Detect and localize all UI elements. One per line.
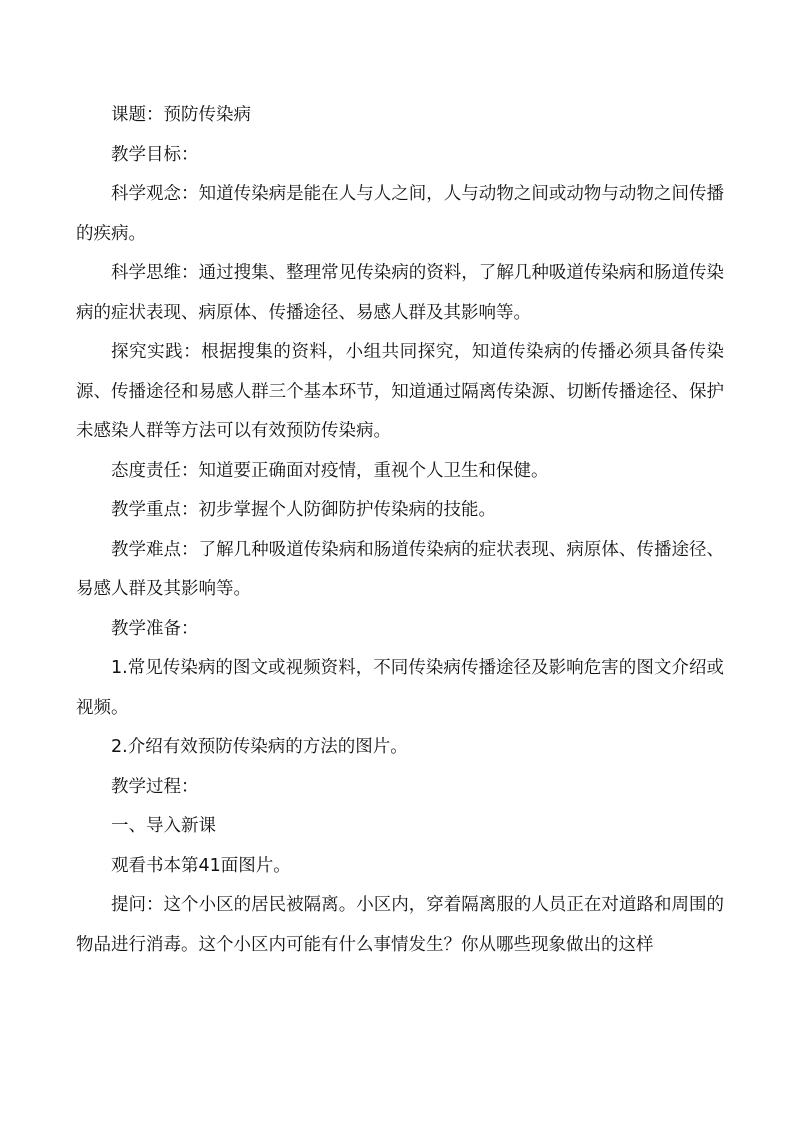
teaching-difficulty: 教学难点：了解几种吸道传染病和肠道传染病的症状表现、病原体、传播途径、易感人群及其影响等。 (76, 539, 724, 599)
objective-attitude-responsibility: 态度责任：知道要正确面对疫情，重视个人卫生和保健。 (111, 460, 549, 481)
question-paragraph: 提问：这个小区的居民被隔离。小区内，穿着隔离服的人员正在对道路和周围的物品进行消毒。这个小区内可能有什么事情发生？你从哪些现象做出的这样 (76, 895, 724, 955)
document-body (76, 96, 724, 965)
section-introduction: 一、导入新课 (111, 816, 216, 836)
heading-teaching-objectives: 教学目标： (111, 144, 199, 165)
objective-inquiry-practice: 探究实践：根据搜集的资料，小组共同探究，知道传染病的传播必须具备传染源、传播途径和易感人群三个基本环节，知道通过隔离传染源、切断传播途径、保护未感染人群等方法可以有效预防传染病。 (76, 342, 724, 441)
objective-scientific-concept: 科学观念：知道传染病是能在人与人之间，人与动物之间或动物与动物之间传播的疾病。 (76, 184, 724, 244)
heading-teaching-process: 教学过程： (111, 776, 199, 797)
heading-teaching-preparation: 教学准备： (111, 618, 199, 639)
objective-scientific-thinking: 科学思维：通过搜集、整理常见传染病的资料，了解几种吸道传染病和肠道传染病的症状表现、病原体、传播途径、易感人群及其影响等。 (76, 263, 724, 323)
instruction-view-picture: 观看书本第41面图片。 (111, 855, 291, 876)
teaching-key-point: 教学重点：初步掌握个人防御防护传染病的技能。 (111, 500, 496, 520)
preparation-item-1: 1.常见传染病的图文或视频资料，不同传染病传播途径及影响危害的图文介绍或视频。 (76, 658, 724, 718)
preparation-item-2: 2.介绍有效预防传染病的方法的图片。 (111, 737, 408, 757)
lesson-title: 课题：预防传染病 (111, 105, 251, 125)
